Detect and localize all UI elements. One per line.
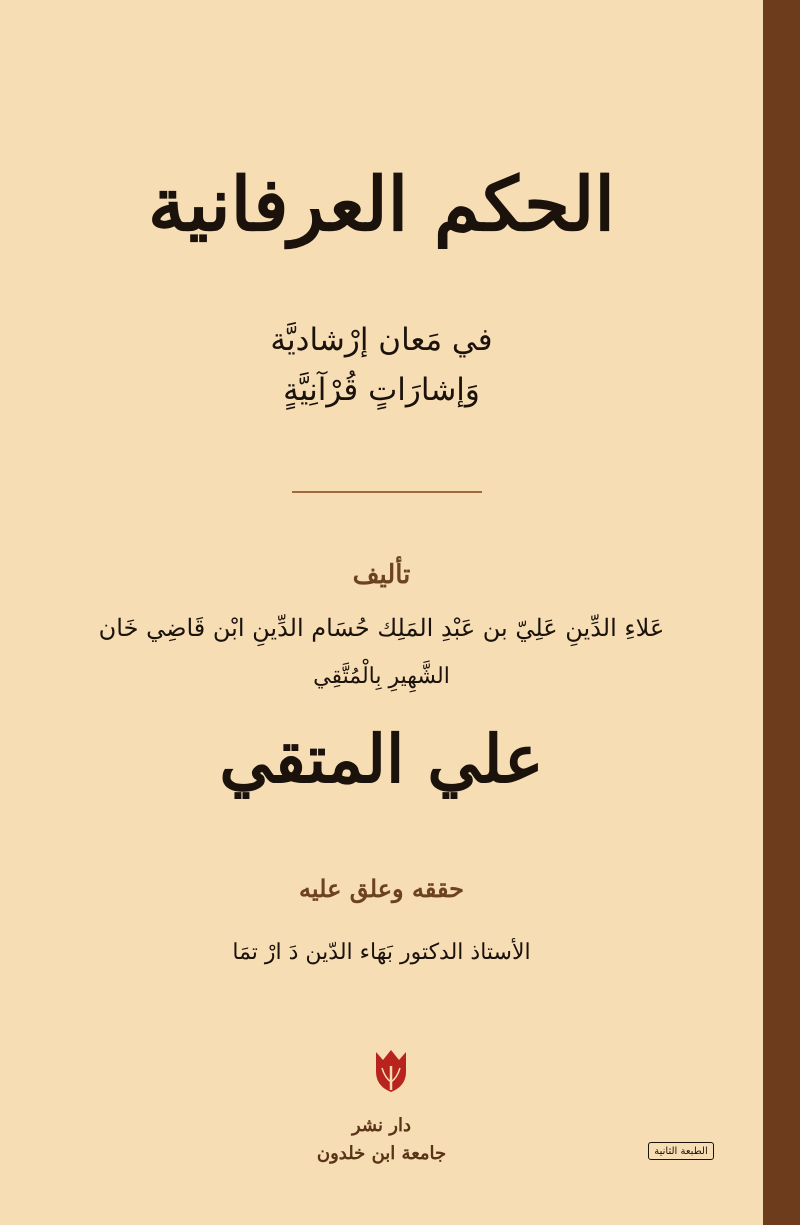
author-known-as: الشَّهِيرِ بِالْمُتَّقِي — [313, 664, 450, 689]
edition-badge: الطبعة الثانية — [648, 1142, 714, 1160]
tulip-logo-icon — [370, 1048, 412, 1094]
book-spine — [763, 0, 800, 1225]
divider-line — [292, 491, 482, 493]
author-full-name: عَلاءِ الدِّينِ عَلِيّ بن عَبْدِ المَلِك حُسَام الدِّينِ ابْن قَاضِي خَان — [98, 614, 665, 642]
author-label: تأليف — [352, 560, 411, 590]
subtitle-line-1: في مَعان إرْشاديَّة — [270, 322, 493, 358]
editor-label: حققه وعلق عليه — [299, 874, 464, 903]
subtitle-line-2: وَإشارَاتٍ قُرْآنِيَّةٍ — [283, 372, 480, 408]
book-title: الحكم العرفانية — [148, 162, 615, 248]
publisher-line-2: جامعة ابن خلدون — [316, 1143, 447, 1164]
publisher-line-1: دار نشر — [352, 1115, 411, 1136]
author-short-name: علي المتقي — [219, 720, 544, 798]
editor-name: الأستاذ الدكتور بَهَاء الدّين دَ ارْ تمَا — [232, 940, 531, 965]
